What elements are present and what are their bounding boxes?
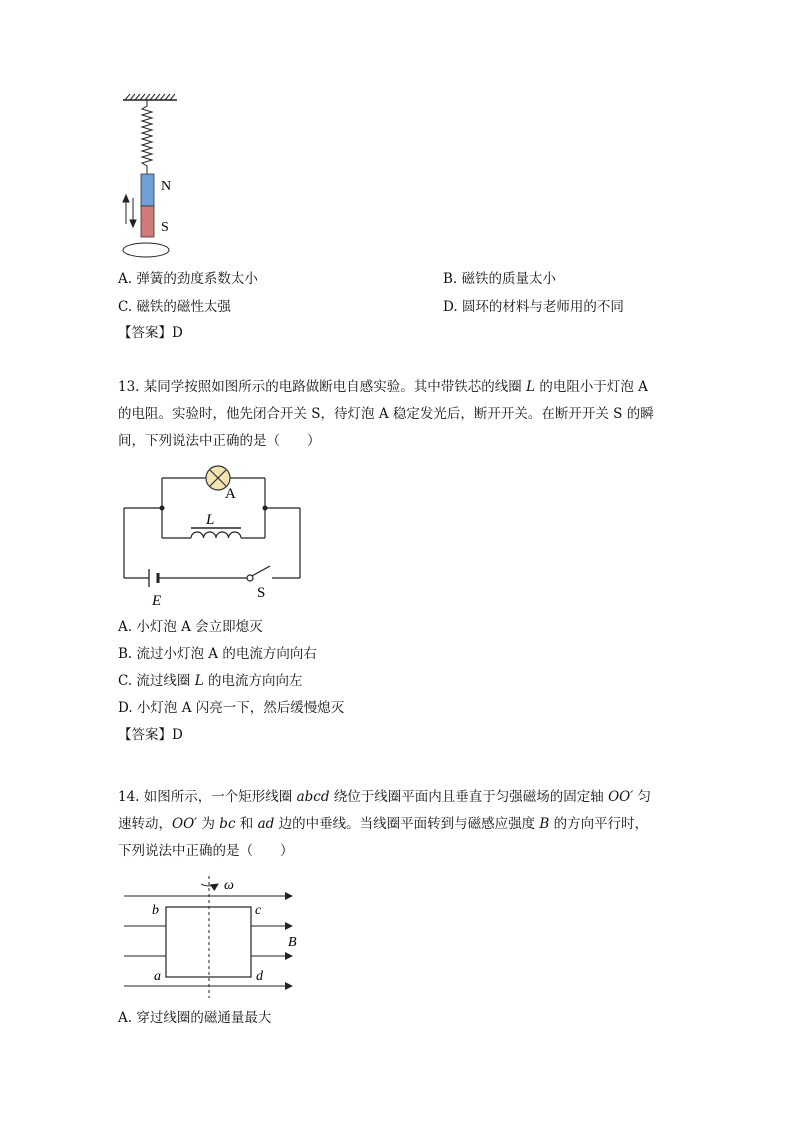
label-a: a (154, 969, 161, 984)
q13-stem-line2: 的电阻。实验时，他先闭合开关 S，待灯泡 A 稳定发光后，断开开关。在断开开关 S 的瞬 (118, 406, 654, 422)
label-battery-e: E (152, 593, 162, 609)
label-switch-s: S (257, 585, 266, 601)
label-omega: ω (224, 878, 234, 893)
q13-option-a: A. 小灯泡 A 会立即熄灭 (118, 619, 263, 635)
label-field-b: B (288, 935, 297, 950)
q13-option-d: D. 小灯泡 A 闪亮一下，然后缓慢熄灭 (118, 700, 345, 716)
magnet-north (141, 174, 154, 206)
q13-stem-line3: 间，下列说法中正确的是（ ） (118, 433, 321, 449)
q14-stem-line2: 速转动，OO′ 为 bc 和 ad 边的中垂线。当线圈平面转到与磁感应强度 B 的方向平行时， (118, 816, 649, 832)
label-s: S (161, 220, 169, 235)
spring (142, 100, 152, 174)
label-lamp-a: A (225, 486, 236, 502)
label-d: d (256, 969, 263, 984)
label-c: c (255, 903, 262, 918)
ring (123, 243, 169, 257)
q12-option-b: B. 磁铁的质量太小 (443, 271, 557, 287)
spring-magnet-figure (115, 92, 205, 264)
q12-option-c: C. 磁铁的磁性太强 (118, 299, 231, 315)
q13-option-b: B. 流过小灯泡 A 的电流方向向右 (118, 646, 317, 662)
circuit-figure (115, 462, 315, 612)
label-b: b (152, 903, 159, 918)
q14-stem-line1: 14. 如图所示，一个矩形线圈 abcd 绕位于线圈平面内且垂直于匀强磁场的固定轴 OO′ 匀 (118, 789, 652, 805)
q12-option-a: A. 弹簧的劲度系数太小 (118, 271, 258, 287)
rotating-coil-figure (120, 874, 310, 1002)
q13-stem-line1: 13. 某同学按照如图所示的电路做断电自感实验。其中带铁芯的线圈 L 的电阻小于灯泡 A (118, 379, 648, 395)
q14-stem-line3: 下列说法中正确的是（ ） (118, 843, 294, 859)
q12-answer: 【答案】D (118, 325, 183, 341)
q12-option-d: D. 圆环的材料与老师用的不同 (443, 299, 624, 315)
q14-option-a: A. 穿过线圈的磁通量最大 (118, 1010, 272, 1026)
q13-answer: 【答案】D (118, 727, 183, 743)
label-n: N (161, 179, 172, 194)
q13-option-c: C. 流过线圈 L 的电流方向向左 (118, 673, 303, 689)
magnet-south (141, 206, 154, 237)
label-coil-l: L (206, 512, 215, 528)
